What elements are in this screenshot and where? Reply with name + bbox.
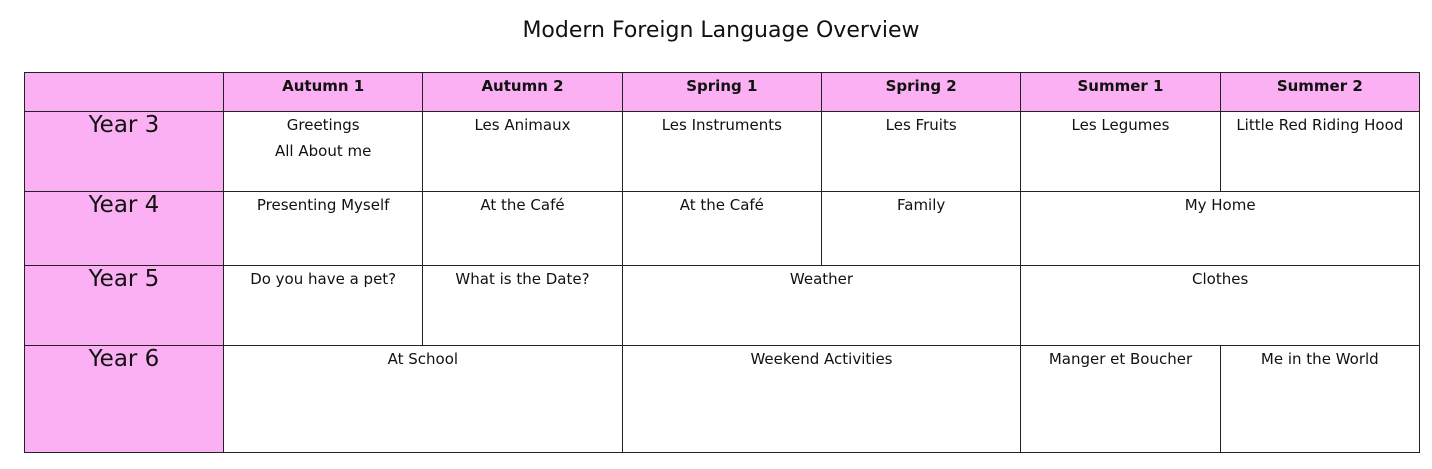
topic-line: Greetings — [286, 116, 360, 134]
topic-cell: Me in the World — [1220, 346, 1419, 453]
year-label: Year 4 — [25, 192, 224, 266]
topic-cell: Les Animaux — [423, 112, 622, 192]
topic-cell: Les Instruments — [622, 112, 821, 192]
corner-cell — [25, 73, 224, 112]
term-header-autumn-1: Autumn 1 — [224, 73, 423, 112]
year-label: Year 5 — [25, 266, 224, 346]
topic-cell — [224, 112, 423, 192]
table-row-year-5 — [25, 266, 1420, 346]
term-header-autumn-2: Autumn 2 — [423, 73, 622, 112]
topic-line: All About me — [275, 142, 372, 160]
topic-cell: Weather — [622, 266, 1021, 346]
topic-cell: Weekend Activities — [622, 346, 1021, 453]
language-overview-table — [24, 72, 1420, 453]
table-row-year-4 — [25, 192, 1420, 266]
topic-cell: Family — [821, 192, 1020, 266]
topic-cell: Do you have a pet? — [224, 266, 423, 346]
year-label: Year 3 — [25, 112, 224, 192]
topic-cell: Les Fruits — [821, 112, 1020, 192]
term-header-summer-2: Summer 2 — [1220, 73, 1419, 112]
topic-cell: What is the Date? — [423, 266, 622, 346]
topic-cell: Little Red Riding Hood — [1220, 112, 1419, 192]
topic-cell: Manger et Boucher — [1021, 346, 1220, 453]
topic-cell: Les Legumes — [1021, 112, 1220, 192]
term-header-spring-2: Spring 2 — [821, 73, 1020, 112]
topic-cell: At the Café — [622, 192, 821, 266]
year-label: Year 6 — [25, 346, 224, 453]
term-header-spring-1: Spring 1 — [622, 73, 821, 112]
topic-cell: At School — [224, 346, 623, 453]
header-row — [25, 73, 1420, 112]
topic-cell: My Home — [1021, 192, 1420, 266]
topic-cell: At the Café — [423, 192, 622, 266]
table-row-year-6 — [25, 346, 1420, 453]
term-header-summer-1: Summer 1 — [1021, 73, 1220, 112]
topic-cell: Presenting Myself — [224, 192, 423, 266]
table-row-year-3 — [25, 112, 1420, 192]
page-title: Modern Foreign Language Overview — [522, 18, 920, 43]
topic-cell: Clothes — [1021, 266, 1420, 346]
